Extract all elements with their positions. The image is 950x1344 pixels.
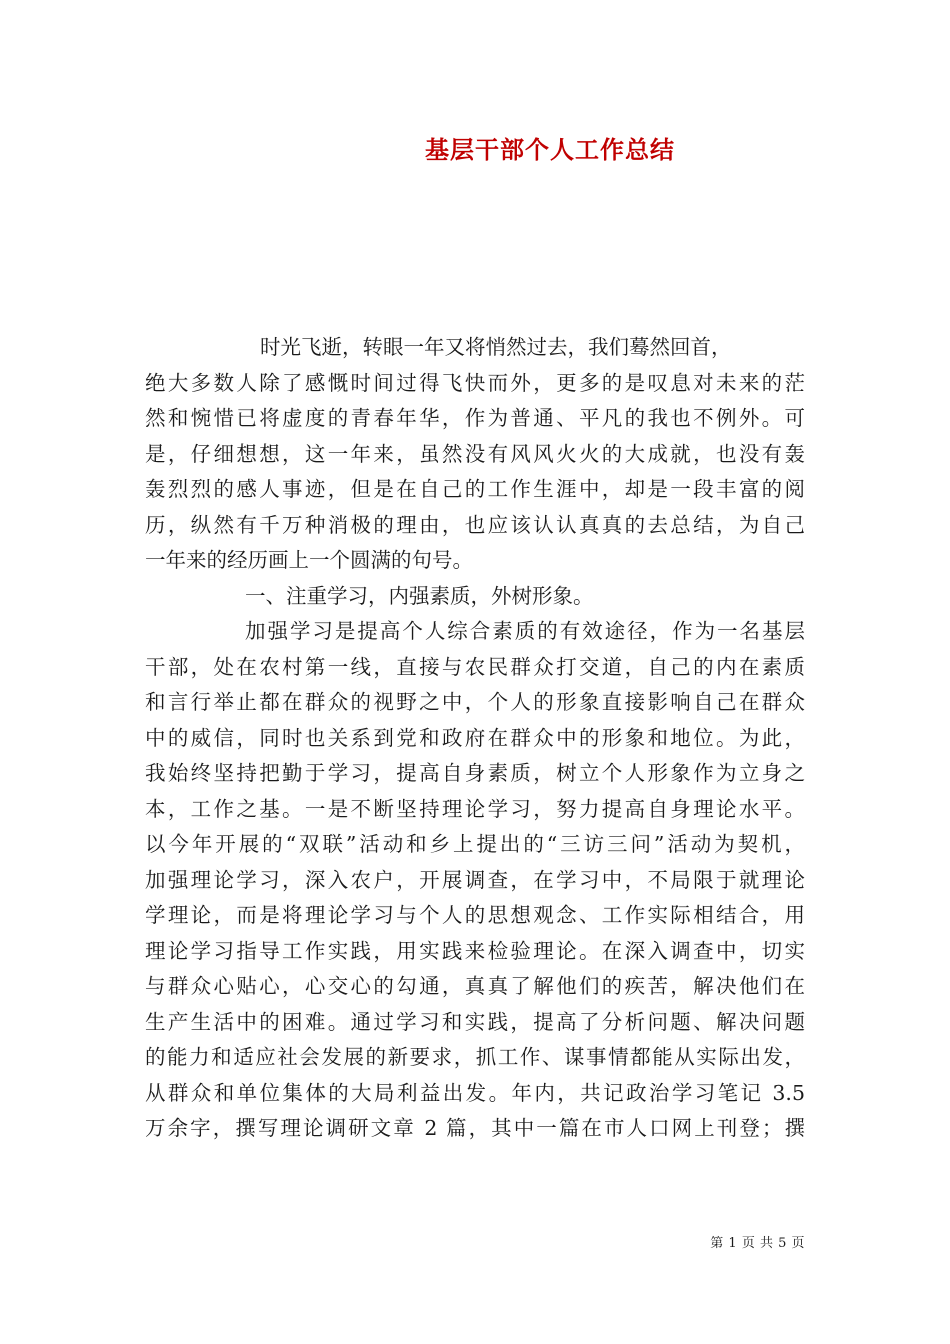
paragraph-line: 加强学习是提高个人综合素质的有效途径，作为一名基层 [245, 619, 805, 643]
paragraph-line: 一年来的经历画上一个圆满的句号。 [145, 548, 473, 572]
section-heading: 一、注重学习，内强素质，外树形象。 [245, 583, 594, 608]
paragraph-line: 轰烈烈的感人事迹，但是在自己的工作生涯中，却是一段丰富的阅 [145, 477, 805, 501]
page-number: 第 1 页 共 5 页 [710, 1236, 805, 1251]
paragraph-line: 我始终坚持把勤于学习，提高自身素质，树立个人形象作为立身之 [145, 761, 805, 785]
paragraph-line: 以今年开展的“双联”活动和乡上提出的“三访三问”活动为契机， [145, 832, 805, 856]
paragraph-line: 中的威信，同时也关系到党和政府在群众中的形象和地位。为此， [145, 725, 805, 750]
paragraph-line: 加强理论学习，深入农户，开展调查，在学习中，不局限于就理论 [145, 867, 805, 892]
paragraph-line: 历，纵然有千万种消极的理由，也应该认认真真的去总结，为自己 [145, 512, 805, 537]
paragraph-line: 万余字，撰写理论调研文章 2 篇，其中一篇在市人口网上刊登；撰 [145, 1116, 805, 1140]
paragraph-line: 与群众心贴心，心交心的勾通，真真了解他们的疾苦，解决他们在 [145, 974, 805, 998]
paragraph-line: 干部，处在农村第一线，直接与农民群众打交道，自己的内在素质 [145, 654, 805, 679]
paragraph-line: 的能力和适应社会发展的新要求，抓工作、谋事情都能从实际出发， [145, 1045, 805, 1069]
paragraph-line: 然和惋惜已将虚度的青春年华，作为普通、平凡的我也不例外。可 [145, 406, 805, 430]
paragraph-line: 本，工作之基。一是不断坚持理论学习，努力提高自身理论水平。 [145, 796, 805, 821]
paragraph-line: 学理论，而是将理论学习与个人的思想观念、工作实际相结合，用 [145, 903, 805, 927]
paragraph-line: 绝大多数人除了感慨时间过得飞快而外，更多的是叹息对未来的茫 [145, 370, 805, 395]
paragraph-line: 时光飞逝，转眼一年又将悄然过去，我们蓦然回首， [260, 335, 732, 359]
paragraph-line: 从群众和单位集体的大局利益出发。年内，共记政治学习笔记 3.5 [145, 1080, 805, 1105]
paragraph-line: 是，仔细想想，这一年来，虽然没有风风火火的大成就，也没有轰 [145, 441, 805, 466]
paragraph-line: 生产生活中的困难。通过学习和实践，提高了分析问题、解决问题 [145, 1009, 805, 1034]
paragraph-line: 理论学习指导工作实践，用实践来检验理论。在深入调查中，切实 [145, 938, 805, 963]
paragraph-line: 和言行举止都在群众的视野之中，个人的形象直接影响自己在群众 [145, 690, 805, 714]
document-body [145, 330, 805, 1147]
document-title: 基层干部个人工作总结 [425, 135, 675, 164]
